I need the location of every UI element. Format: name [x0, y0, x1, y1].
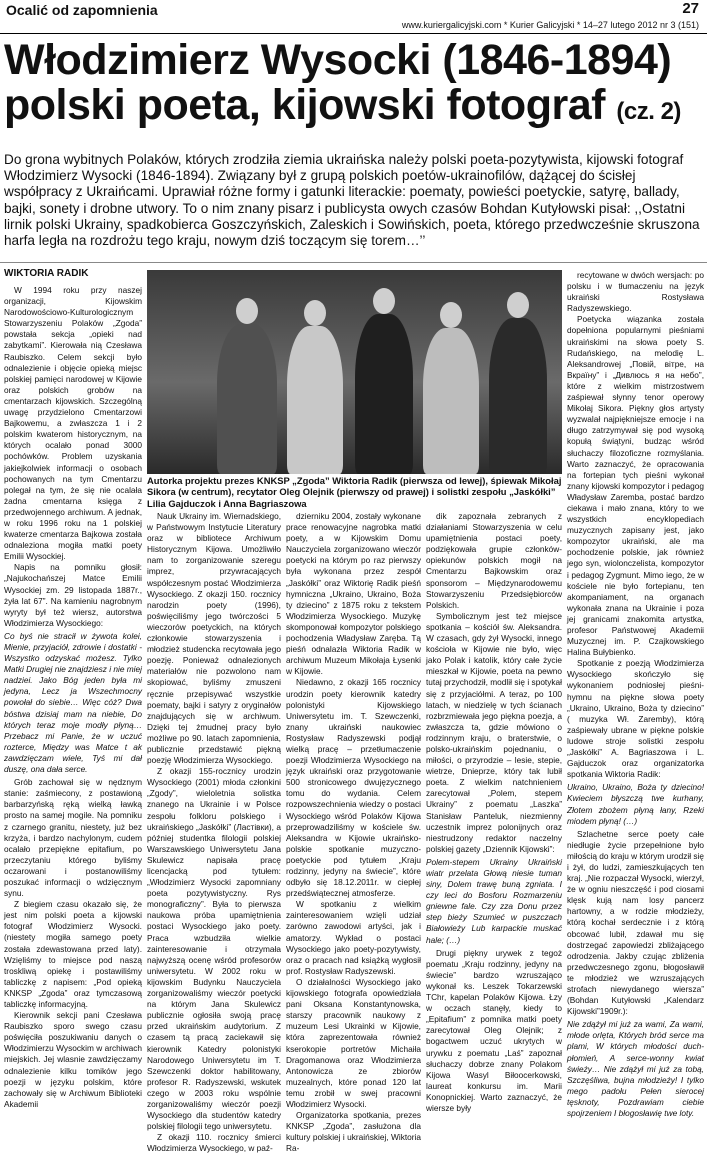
paragraph: Z biegiem czasu okazało się, że jest nim polski poeta a kijowski fotograf Włodzimierz Wysocki. (niestety mogiła samego poety została zdewastowana przed laty). Wzięliśmy to miejsce pod naszą troskliwą opiekę i postawiliśmy tabliczkę z napisem: „Pod opieką KNKSP „Zgoda” oraz tymczasową tabliczkę informacyjną. [4, 899, 142, 1009]
headline-line-1: Włodzimierz Wysocki (1846-1894) [4, 36, 672, 84]
paragraph: Szlachetne serce poety całe niedługie życie przepełnione było miłością do kraju w którym urodził się i żył, do ludzi, zamieszkujących ten kraj. „Nie rozpaczał Wysocki, wierzył, że w ogniu nieszczęść i pod ciosami klęsk kują nam losy pancerz hartowny, a w rodzie młodzieży, którą kochał serdecznie i z którą obcować lubił, zdawał mu się dostrzegać zapowiedzi zbliżającego odrodzenia. Jakby czując zbliżenia przedwczesnego zgonu, błogosławił te młodzież we wzruszających strofach niewydanego wiersza” (Bohdan Kutyłowski „Kalendarz Kijowski”1909r.): [567, 828, 704, 1017]
paragraph: dik zapoznała zebranych z działaniami Stowarzyszenia w celu upamiętnienia postaci poety, podziękowała grupie członków-opiekunów polskich mogił na Cmentarzu Bajkowskim oraz sponsorom – Międzynarodowemu Stowarzyszeniu Przedsiębiorców Polskich. [426, 511, 562, 610]
paragraph: Kierownik sekcji pani Czesława Raubiszko sporo swego czasu poświęciła poszukiwaniu danych o Włodzimierzu Wysockim w archiwach miejskich. Jej wlasnie zawdzięczamy odnalezienie kilku tomików jego poezji w języku polskim, które zachowały się w Archiwum Biblioteki Akademii [4, 1010, 142, 1109]
paragraph: Organizatorka spotkania, prezes KNKSP „Zgoda”, zasłużona dla kultury polskiej i ukraińskiej, Wiktoria Ra- [286, 1110, 421, 1154]
page-number: 27 [682, 0, 699, 17]
column-2 [147, 511, 281, 1154]
poem: Co byś nie stracił w żywota kolei, Mienie, przyjaciół, zdrowie i dostatki - Wszystko odzyskać możesz. Tylko Matki Drugiej nie znajdziesz i nie miej nadziei. Jako Bóg jeden była mi jedyna, Lecz ja Wszechmocny powołał do siebie… Więc cóż? Dwa bóstwa dzisiaj mam na niebie, Do których teraz moje modły płyną… Przebacz mi Panie, że w uczuć rozterce, Między was Matce t ak zawdzięczam wiele, Tyś mi dał duszę, ona dała serce. [4, 630, 142, 775]
column-4 [426, 511, 562, 1113]
paragraph: dzierniku 2004, zostały wykonane prace renowacyjne nagrobka matki poety, a w Kijowskim Domu Nauczyciela zorganizowano wieczór poetycki na którym po raz pierwszy była wykonana przez zespół „Jaskółki” oraz Wiktorię Radik pieśń hymniczna „Ukraino, Ukraino, Boża ty dziecino” z 1875 roku z tekstem Włodzimierza Wysockiego. Muzykę skomponował kompozytor polskiego pochodzenia Władysław Zaręba. Tą pieśń odnalazła Wiktoria Radik w archiwum Muzeum Mikołaja Łysenki w Kijowie. [286, 511, 421, 677]
column-5 [567, 270, 704, 1119]
lead-rule [0, 262, 707, 263]
lead-paragraph: Do grona wybitnych Polaków, których zrodziła ziemia ukraińska należy polski poeta-pozytywista, kijowski fotograf Włodzimierz Wysocki (1846-1894). Związany był z grupą polskich poetów-ukrainofilów, dążącej do ścisłej współpracy z Ukraińcami. Uprawiał różne formy i gatunki literackie: poematy, powieści poetyckie, satyrę, ballady, bajki, sonety i drobne utwory. To o nim znany pisarz i publicysta owych czasów Bohdan Kutyłowski pisał: ,,Ostatni lirnik polski Ukrainy, spadkobierca Goszczyńskich, Zaleskich i Sowińskich, poeta, którego przedwcześnie skruszona harfa legła na rozdrożu tego kraju, nowym dziś toczącym się torem…’’ [4, 152, 700, 249]
publication-info: www.kuriergalicyjski.com * Kurier Galicyjski * 14–27 lutego 2012 nr 3 (151) [401, 20, 699, 30]
paragraph: O działalności Wysockiego jako kijowskiego fotografa opowiedziała pani Oksana Konstantynowska, starszy pracownik naukowy z muzeum Lesi Ukrainki w Kijowie, która zaprezentowała również kserokopie portretów Michaiła Dragomanowa oraz Włodzimierza Antonowicza ze zbiorów muzealnych, które ponad 120 lat temu zrobił w swej pracowni Włodzimierz Wysocki. [286, 976, 421, 1109]
paragraph: W spotkaniu z wielkim zainteresowaniem wzięli udział zarówno zawodowi artyści, jak i amatorzy. Wykład o postaci Wysockiego jako poety-pozytywisty, oraz o pracach nad książką wygłosił prof. Rostysław Radyszewski. [286, 899, 421, 976]
column-1 [4, 285, 142, 1109]
paragraph: Napis na pomniku głosił: „Najukochańszej Matce Emilii Wysockiej zm. 29 listopada 1887r., żyła lat 67”. Na kamieniu nagrobnym wyryty był też wiersz, autorstwa Włodzimierza Wysockiego: [4, 562, 142, 628]
poem: Ukraino, Ukraino, Boża ty dziecino! Kwieciem błyszczą twe kurhany, Złotem zbożem płyną łany, Rzeki miodem płyną! (…) [567, 782, 704, 826]
photo-figure [489, 318, 547, 474]
headline-line-2 [4, 83, 704, 134]
paragraph: Symbolicznym jest też miejsce spotkania – kościół św. Aleksandra. W czasach, gdy żył Wysocki, innego kościoła w Kijowie nie było, więc jako Polak i katolik, który całe życie mieszkał w Kijowie, poeta na pewno tutaj przychodził, modlił się i spotykał się z przyjaciółmi. A teraz, po 100 latach, w niedzielę w tych ścianach rozbrzmiewała jego piękna poezja, a zwłaszcza ta, gdzie mówiono o rodzinnym kraju, o braterstwie, o polsko-ukraińskim pojednaniu, o miłości, o przyrodzie – lesie, stepie, wietrze, Dnieprze, który tak lubił poeta. Z wielkim natchnieniem zarecytował „Polem, stepem Ukrainy” z poematu „Laszka” Stanisław Panteluk, niezmienny uczestnik imprez polonijnych oraz niestrudzony redaktor naczelny polskiej gazety „Dziennik Kijowski”: [426, 610, 562, 854]
photo-figure [423, 328, 479, 474]
paragraph: Nauk Ukrainy im. Wiernadskiego, w Państwowym Instytucie Literatury oraz w bibliotece Archiwum Historycznym Kijowa. Umożliwiło nam to zorganizowanie szeregu imprez, przywracających współczesnym postać Włodzimierza Wysockiego. Z okazji 150. rocznicy narodzin poety (1996), poświęciliśmy jego twórczości 5 wieczorów poetyckich, na których członkowie stowarzyszenia i młodzież studencka recytowała jego poezję. Ponieważ odnalezionych materiałów nie pozwolono nam skopiować, byliśmy zmuszeni ręcznie przepisywać wszystkie poematy, bajki i satyry z oryginałów znajdujących się w archiwum. Dzięki tej żmudnej pracy było możliwe po 90. latach zapomnienia, publicznie przedstawić piękną poezję Włodzimierza Wysockiego. [147, 511, 281, 766]
header-rule [0, 33, 707, 34]
paragraph: Spotkanie z poezją Włodzimierza Wysockiego skończyło się wykonaniem podniosłej pieśni-hymnu na piękne słowa poety „Ukraino, Ukraino, Boża ty dziecino” ( muzyka Wł. Zaremby), którą zaśpiewały ubrane w piękne polskie ludowe stroje solistki zespołu „Jaskółki” A. Bagriaszowa i L. Gajduczok oraz organizatorka spotkania Wiktoria Radik: [567, 658, 704, 780]
headline-line-2-text: polski poeta, kijowski fotograf [4, 81, 605, 129]
headline [4, 38, 704, 134]
paragraph: Z okazji 110. rocznicy śmierci Włodzimierza Wysockiego, w paź- [147, 1132, 281, 1154]
poem: Nie zdążył mi już za wami, Za wami, młode orlęta, Których bród serce ma plami, W których młodości duch-płomień, A serce-wonny kwiat świeży… Nie zdążył mi już za tobą, Szczęśliwa, bujna młodzieży! I tylko mego padołu Pełen sierocej tęsknoty, Pozdrawiam ciebie spojrzeniem I błogosławię twe loty. [567, 1019, 704, 1119]
poem: Polem-stepem Ukrainy Ukraiński wiatr przelata Głową niesie tuman siny, Dolem trawę buną zgniata. I czy leci do Bosforu Rozmarzeniu gniewne fale. Czy zza Donu przez step bieży Szumieć w puszczach Białowieży Lub karpackie muskać hale; (…) [426, 856, 562, 945]
paragraph: Z okazji 155-rocznicy urodzin Wysockiego (2001) młoda członkini „Zgody”, wieloletnia solistka znanego na Ukrainie i w Polsce zespołu folkloru polskiego i ukraińskiego „Jaskółki” (Ластівки), a później studentka filologii polskiej Warszawskiego Uniwersytetu Jana Skulewicz napisała pracę licencjacką pod tytułem: „Włodzimierz Wysocki zapomniany poeta pozytywistyczny. Rys monograficzny”. Była to pierwsza naukowa próba upamiętnienia postaci Wysockiego jako poety. Praca wzbudziła wielkie zainteresowanie i otrzymała najwyższą ocenę wśród profesorów uniwersytetu. W 2002 roku w kijowskim Budynku Nauczyciela zorganizowaliśmy wieczór poetycki na którym Jana Skulewicz publicznie ogłosiła swoją pracę przed ukraińskim audytorium. Z czasem tą pracą zaciekawił się kierownik Katedry polonistyki Narodowego Uniwersytetu im T. Szewczenki doktor habilitowany, profesor R. Radyszewski, wskutek czego w 2003 roku wspólnie zorganizowaliśmy wieczór poezji Wysockiego dla studentów katedry polskiej filologii tego uniwersytetu. [147, 766, 281, 1132]
section-title: Ocalić od zapomnienia [6, 2, 158, 18]
paragraph: recytowane w dwóch wersjach: po polsku i w tłumaczeniu na język ukraiński Rostysława Radyszewskiego. [567, 270, 704, 314]
paragraph: Grób zachował się w nędznym stanie: zaśmiecony, z postawioną barbarzyńską ręką wielką ławką prosto na samej mogile. Na pomniku z czarnego granitu, niestety, już bez krzyża, i bardzo nachylonym, cudem ocalało przepiękne epitafium, po przeczytaniu którego byliśmy oczarowani i postanowiliśmy poszukać informacji o wdzięcznym synu. [4, 777, 142, 899]
photo-figure [355, 314, 413, 474]
headline-part: (cz. 2) [616, 98, 681, 125]
article-photo [147, 270, 562, 474]
photo-caption: Autorka projektu prezes KNKSP „Zgoda” Wiktoria Radik (pierwsza od lewej), śpiewak Mikołaj Sikora (w centrum), recytator Oleg Olejnik (pierwszy od prawej) i solistki zespołu „Jaskółki” Lilia Gajduczok i Anna Bagriaszowa [147, 475, 562, 509]
photo-figure [217, 324, 277, 474]
column-3 [286, 511, 421, 1154]
byline: WIKTORIA RADIK [4, 268, 89, 279]
paragraph: Poetycka wiązanka została dopełniona popularnymi pieśniami ukraińskimi na słowa poety S. Rudańskiego, na melodię L. Aleksandrowej „Повій, вітре, на Вкраїну” i „Дивлюсь я на небо”, które z wielkim mistrzostwem zaśpiewał słynny tenor operowy Mikołaj Sikora. Piękny głos artysty wyzwalał najpiękniejsze emocje i na długo zatrzymywał się pod wysoką kopułą świątyni, budząc wśród słuchaczy filozoficzne rozmyślania. Warto zaznaczyć, że opracowania na fortepian tych pieśni wykonał znany kijowski kompozytor i pedagog Władysław Zaremba, postać bardzo ciekawa i mało znana, który to we wszystkich encyklopediach muzycznych zapisany jest, jako kompozytor ukraiński, ale ma pochodzenie polskie, jak również jego syn, wiolonczelista, kompozytor i pedagog Zygmunt. Mimo iego, że w kościele nie było fortepianu, ten akompaniament, na organach wykonała znana na Ukrainie i poza jej granicami znakomita artystka, profesor Państwowej Akademii Muzycznej im. P. Czajkowskiego Halina Bułybienko. [567, 314, 704, 658]
paragraph: W 1994 roku przy naszej organizacji, Kijowskim Narodowościowo-Kulturologicznym Stowarzyszeniu Polaków „Zgoda” powstała sekcja „opieki nad zabytkami”. Kierowała nią Czesława Raubiszko. Celem sekcji było odnalezienie i objęcie opieką miejsc polskiej pamięci narodowej w Kijowie oraz polskich grobów na cmentarzach kijowskich. Szczególną uwagę przydzielono Cmentarzowi Bajkowemu, a zwłaszcza 1 i 2 polskim kwaterom historycznym, na których ocalało ponad 3000 pochówków. Problem uzyskania jakiejkolwiek informacji o osobach pochowanych na tym Cmentarzu polegał na tym, że się nie ocalała żadna cmentarna księga z przedwojennego archiwum. A jednak, w roku 1996 roku na 1 polskiej kwaterze cmentarza Bajkowa została odnaleziona mogiła matki poety Emilii Wysockiej. [4, 285, 142, 562]
photo-figure [287, 326, 343, 474]
paragraph: Drugi piękny urywek z tegoż poematu „Kraju rodzinny, jedyny na świecie” bardzo wzruszająco wykonał ks. Leszek Tokarzewski TChr, kapelan Polaków Kijowa. Łzy w oczach stanęły, kiedy to „Epitafium” z pomnika matki poety zarecytował Oleg Olejnik; z bogactwem uczuć ukrytych w urywku z poematu „Laś” zapoznał słuchaczy dobrze znany Polakom Kijowa Wasyl Biłoocerkowski, laureat konkursu im. Marii Konopnickiej. Warto zaznaczyć, że wiersze były [426, 947, 562, 1113]
paragraph: Niedawno, z okazji 165 rocznicy urodzin poety kierownik katedry polonistyki Kijowskiego Uniwersytetu im. T. Szewczenki, znany ukraiński naukowiec Rostysław Radyszewski podjął wielką pracę – przetłumaczenie poezji Włodzimierza Wysockiego na język ukraiński oraz przygotowanie 500 stronicowego dwujęzycznego tomu do wydania. Celem rozpowszechnienia wiedzy o postaci Wysockiego wśród Polaków Kijowa przeprowadziliśmy w kościele św. Aleksandra w Kijowie ukraińsko-polskie spotkanie muzyczno-poetyckie pod tytułem „Kraju rodzinny, jedyny na świecie”, które odbyło się 18.12.2011r. w ciepłej przedświątecznej atmosferze. [286, 677, 421, 899]
